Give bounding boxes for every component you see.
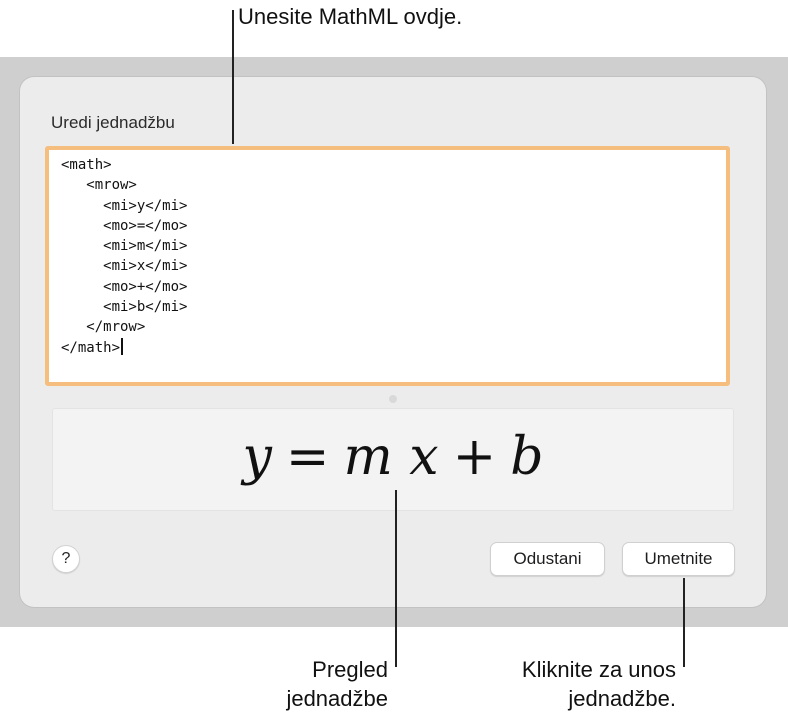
callout-insert-line2: jednadžbe. bbox=[568, 686, 676, 711]
callout-preview-line1: Pregled bbox=[312, 657, 388, 682]
text-caret bbox=[121, 338, 123, 355]
callout-preview-line2: jednadžbe bbox=[286, 686, 388, 711]
equation-preview bbox=[52, 408, 734, 511]
dialog-title: Uredi jednadžbu bbox=[51, 113, 175, 132]
callout-leader-top bbox=[232, 10, 234, 144]
mathml-code[interactable] bbox=[61, 155, 187, 358]
code-line: <mo>+</mo> bbox=[61, 278, 188, 295]
code-line: <math> bbox=[61, 157, 112, 173]
code-line: <mi>m</mi> bbox=[61, 238, 188, 255]
help-button[interactable]: ? bbox=[52, 545, 80, 573]
code-line: <mi>y</mi> bbox=[61, 197, 188, 214]
callout-leader-insert bbox=[683, 578, 685, 667]
formula-plus: + bbox=[452, 427, 497, 487]
code-line: </mrow> bbox=[61, 319, 146, 336]
cancel-button[interactable]: Odustani bbox=[490, 542, 605, 576]
preview-formula bbox=[53, 425, 733, 489]
resize-handle[interactable] bbox=[389, 395, 397, 403]
callout-leader-preview bbox=[395, 490, 397, 667]
formula-x: x bbox=[409, 427, 439, 487]
code-line: <mi>x</mi> bbox=[61, 258, 188, 275]
formula-m: m bbox=[343, 427, 393, 487]
insert-button[interactable]: Umetnite bbox=[622, 542, 735, 576]
code-line: <mo>=</mo> bbox=[61, 217, 188, 234]
code-line: <mrow> bbox=[61, 177, 137, 194]
code-line: </math> bbox=[61, 339, 121, 356]
code-line: <mi>b</mi> bbox=[61, 299, 188, 316]
callout-insert-line1: Kliknite za unos bbox=[521, 657, 676, 682]
formula-equals: = bbox=[285, 427, 330, 487]
formula-y: y bbox=[242, 427, 272, 487]
mathml-editor[interactable] bbox=[45, 146, 730, 386]
callout-preview bbox=[286, 655, 388, 713]
formula-b: b bbox=[510, 427, 544, 487]
callout-insert bbox=[522, 655, 676, 713]
callout-enter-mathml: Unesite MathML ovdje. bbox=[238, 4, 463, 29]
